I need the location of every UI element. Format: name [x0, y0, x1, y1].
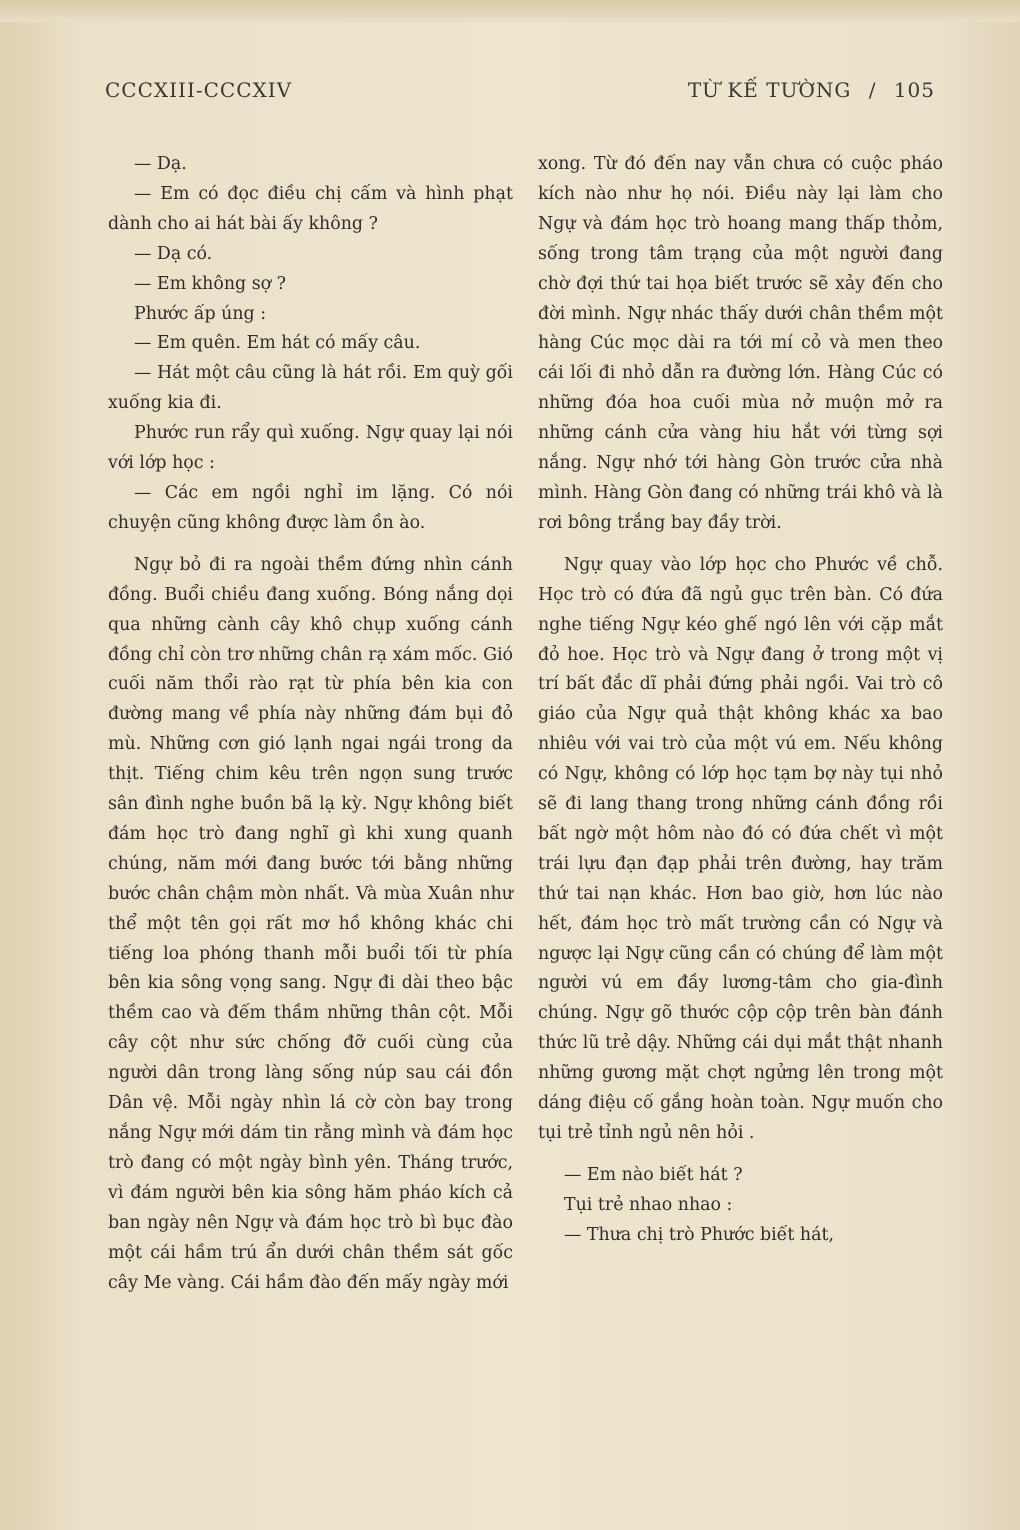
left-column	[108, 150, 513, 1298]
paragraph: — Các em ngồi nghỉ im lặng. Có nói chuyện cũng không được làm ồn ào.	[108, 482, 513, 533]
paragraph: — Em nào biết hát ?	[564, 1164, 743, 1185]
section-number: CCCXIII-CCCXIV	[105, 78, 293, 102]
paragraph: — Thưa chị trò Phước biết hát,	[564, 1224, 834, 1245]
paragraph: Ngự quay vào lớp học cho Phước về chỗ. Học trò có đứa đã ngủ gục trên bàn. Có đứa nghe tiếng Ngự kéo ghế ngó lên với cặp mắt đỏ hoe. Học trò và Ngự đang ở trong một vị trí bất đắc dĩ phải đứng phải ngồi. Vai trò cô giáo của Ngự quả thật không khác xa bao nhiêu với vai trò của một vú em. Nếu không có Ngự, không có lớp học tạm bợ này tụi nhỏ sẽ đi lang thang trong những cánh đồng rồi bất ngờ một hôm nào đó có đứa chết vì một trái lựu đạn đạp phải trên đường, hay trăm thứ tai nạn khác. Hơn bao giờ, hơn lúc nào hết, đám học trò mất trường cần có Ngự và ngược lại Ngự cũng cần có chúng để làm một người vú em đầy lương-tâm cho gia-đình chúng. Ngự gõ thước cộp cộp trên bàn đánh thức lũ trẻ dậy. Những cái dụi mắt thật nhanh những gương mặt chợt ngửng lên trong một dáng điệu cố gắng hoàn toàn. Ngự muốn cho tụi trẻ tỉnh ngủ nên hỏi .	[538, 554, 943, 1143]
paragraph: xong. Từ đó đến nay vẫn chưa có cuộc pháo kích nào như họ nói. Điều này lại làm cho Ngự và đám học trò hoang mang thấp thỏm, sống trong tâm trạng của một người đang chờ đợi thứ tai họa biết trước sẽ xảy đến cho đời mình. Ngự nhác thấy dưới chân thềm một hàng Cúc mọc dài ra tới mí cỏ và men theo cái lối đi nhỏ dẫn ra đường lớn. Hàng Cúc có những đóa hoa cuối mùa nở muộn mở ra những cánh cửa vàng hiu hắt với từng sợi nắng. Ngự nhớ tới hàng Gòn trước cửa nhà mình. Hàng Gòn đang có những trái khô và là rơi bông trắng bay đầy trời.	[538, 154, 943, 533]
paragraph: — Em không sợ ?	[134, 273, 286, 294]
paragraph: — Dạ có.	[134, 243, 213, 264]
paragraph: Ngự bỏ đi ra ngoài thềm đứng nhìn cánh đồng. Buổi chiều đang xuống. Bóng nắng dọi qua những cành cây khô chụp xuống cánh đồng chỉ còn trơ những chân rạ xám mốc. Gió cuối năm thổi rào rạt từ phía bên kia con đường mang về phía này những đám bụi đỏ mù. Những cơn gió lạnh ngai ngái trong da thịt. Tiếng chim kêu trên ngọn sung trước sân đình nghe buồn bã lạ kỳ. Ngự không biết đám học trò đang nghĩ gì khi xung quanh chúng, năm mới đang bước tới bằng những bước chân chậm mòn nhất. Và mùa Xuân như thể một tên gọi rất mơ hồ không khác chi tiếng loa phóng thanh mỗi buổi tối từ phía bên kia sông vọng sang. Ngự đi dài theo bậc thềm cao và đếm thầm những thân cột. Mỗi cây cột như sức chống đỡ cuối cùng của người dân trong làng sống núp sau cái đồn Dân vệ. Mỗi ngày nhìn lá cờ còn bay trong nắng Ngự mới dám tin rằng mình và đám học trò đang có một ngày bình yên. Tháng trước, vì đám người bên kia sông hăm pháo kích cả ban ngày nên Ngự và đám học trò bì bục đào một cái hầm trú ẩn dưới chân thềm sát gốc cây Me vàng. Cái hầm đào đến mấy ngày mới	[108, 554, 513, 1293]
paragraph: Phước ấp úng :	[134, 303, 267, 324]
paragraph: Phước run rẩy quì xuống. Ngự quay lại nói với lớp học :	[108, 423, 513, 474]
page-top-edge	[0, 0, 1020, 22]
paragraph: — Em quên. Em hát có mấy câu.	[134, 333, 421, 354]
right-column	[538, 150, 943, 1251]
header-separator: /	[868, 78, 877, 102]
running-header	[105, 78, 935, 108]
paragraph: — Dạ.	[134, 154, 187, 174]
header-right	[678, 78, 935, 102]
author-title: TỪ KẾ TƯỜNG	[687, 78, 852, 102]
page-number: 105	[893, 78, 935, 102]
paragraph: — Em có đọc điều chị cấm và hình phạt dành cho ai hát bài ấy không ?	[108, 183, 513, 234]
paragraph: Tụi trẻ nhao nhao :	[564, 1194, 733, 1215]
paragraph: — Hát một câu cũng là hát rồi. Em quỳ gối xuống kia đi.	[108, 363, 513, 414]
